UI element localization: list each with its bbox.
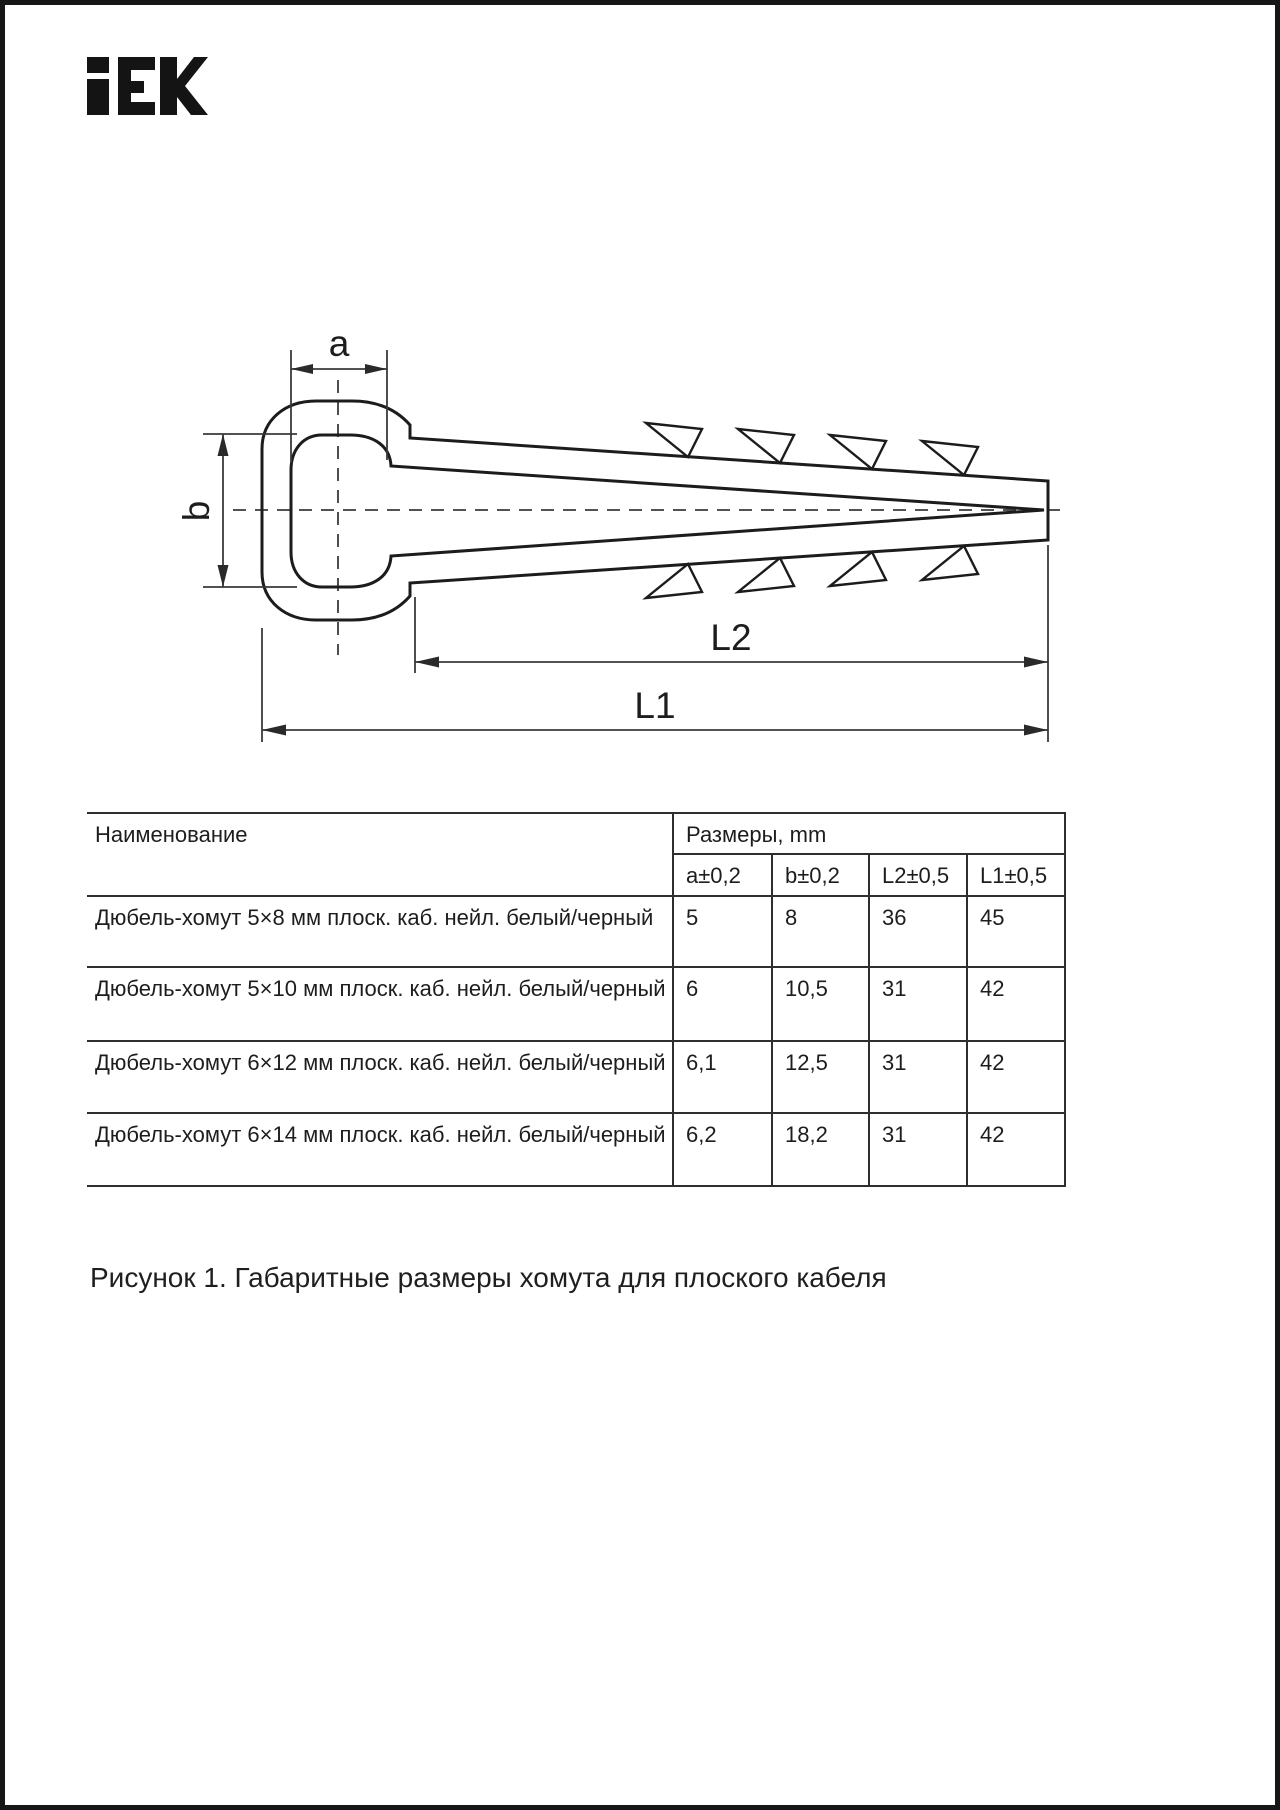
value-cell: 6,2 — [673, 1113, 772, 1186]
barb-bottom-4 — [922, 546, 978, 580]
value-cell: 5 — [673, 896, 772, 967]
value-cell: 31 — [869, 1041, 967, 1113]
table-subheader-a: a±0,2 — [673, 854, 772, 896]
barb-top-3 — [830, 435, 886, 469]
dim-b-arrow-bottom — [218, 565, 229, 587]
value-cell: 42 — [967, 967, 1065, 1041]
dim-l2-arrow-left — [415, 657, 439, 668]
value-cell: 31 — [869, 967, 967, 1041]
dim-a-arrow-left — [291, 364, 313, 374]
dim-l1-arrow-left — [262, 725, 286, 736]
dimension-label-l2: L2 — [710, 617, 752, 658]
table-subheader-l1: L1±0,5 — [967, 854, 1065, 896]
product-name-cell: Дюбель-хомут 6×14 мм плоск. каб. нейл. белый/черный — [87, 1113, 673, 1186]
value-cell: 12,5 — [772, 1041, 869, 1113]
value-cell: 8 — [772, 896, 869, 967]
value-cell: 42 — [967, 1113, 1065, 1186]
value-cell: 6,1 — [673, 1041, 772, 1113]
barb-top-2 — [738, 429, 794, 463]
table-row — [87, 967, 1065, 1041]
value-cell: 6 — [673, 967, 772, 1041]
product-name-cell: Дюбель-хомут 5×8 мм плоск. каб. нейл. белый/черный — [87, 896, 673, 967]
table-header-name: Наименование — [87, 813, 673, 896]
technical-drawing — [150, 260, 1100, 760]
dimension-label-a: a — [328, 323, 350, 364]
dimension-label-l1: L1 — [634, 685, 676, 726]
value-cell: 36 — [869, 896, 967, 967]
iek-logo — [87, 57, 208, 115]
value-cell: 45 — [967, 896, 1065, 967]
dim-b-arrow-top — [218, 434, 229, 456]
product-name-cell: Дюбель-хомут 5×10 мм плоск. каб. нейл. белый/черный — [87, 967, 673, 1041]
table-subheader-b: b±0,2 — [772, 854, 869, 896]
barb-bottom-3 — [830, 552, 886, 586]
dim-l2-arrow-right — [1024, 657, 1048, 668]
table-row — [87, 1113, 1065, 1186]
product-name-cell: Дюбель-хомут 6×12 мм плоск. каб. нейл. белый/черный — [87, 1041, 673, 1113]
table-row — [87, 896, 1065, 967]
dim-a-arrow-right — [365, 364, 387, 374]
barb-top-4 — [922, 441, 978, 475]
value-cell: 31 — [869, 1113, 967, 1186]
table-header-sizes: Размеры, mm — [673, 813, 1065, 854]
iek-logo-graphic — [87, 57, 208, 115]
dimensions-table — [87, 812, 1066, 1187]
dim-l1-arrow-right — [1024, 725, 1048, 736]
value-cell: 10,5 — [772, 967, 869, 1041]
barb-top-1 — [646, 423, 702, 457]
barb-bottom-1 — [646, 564, 702, 598]
value-cell: 18,2 — [772, 1113, 869, 1186]
barb-bottom-2 — [738, 558, 794, 592]
table-row — [87, 1041, 1065, 1113]
dimension-label-b: b — [176, 500, 217, 522]
value-cell: 42 — [967, 1041, 1065, 1113]
table-subheader-l2: L2±0,5 — [869, 854, 967, 896]
figure-caption: Рисунок 1. Габаритные размеры хомута для плоского кабеля — [90, 1262, 887, 1293]
